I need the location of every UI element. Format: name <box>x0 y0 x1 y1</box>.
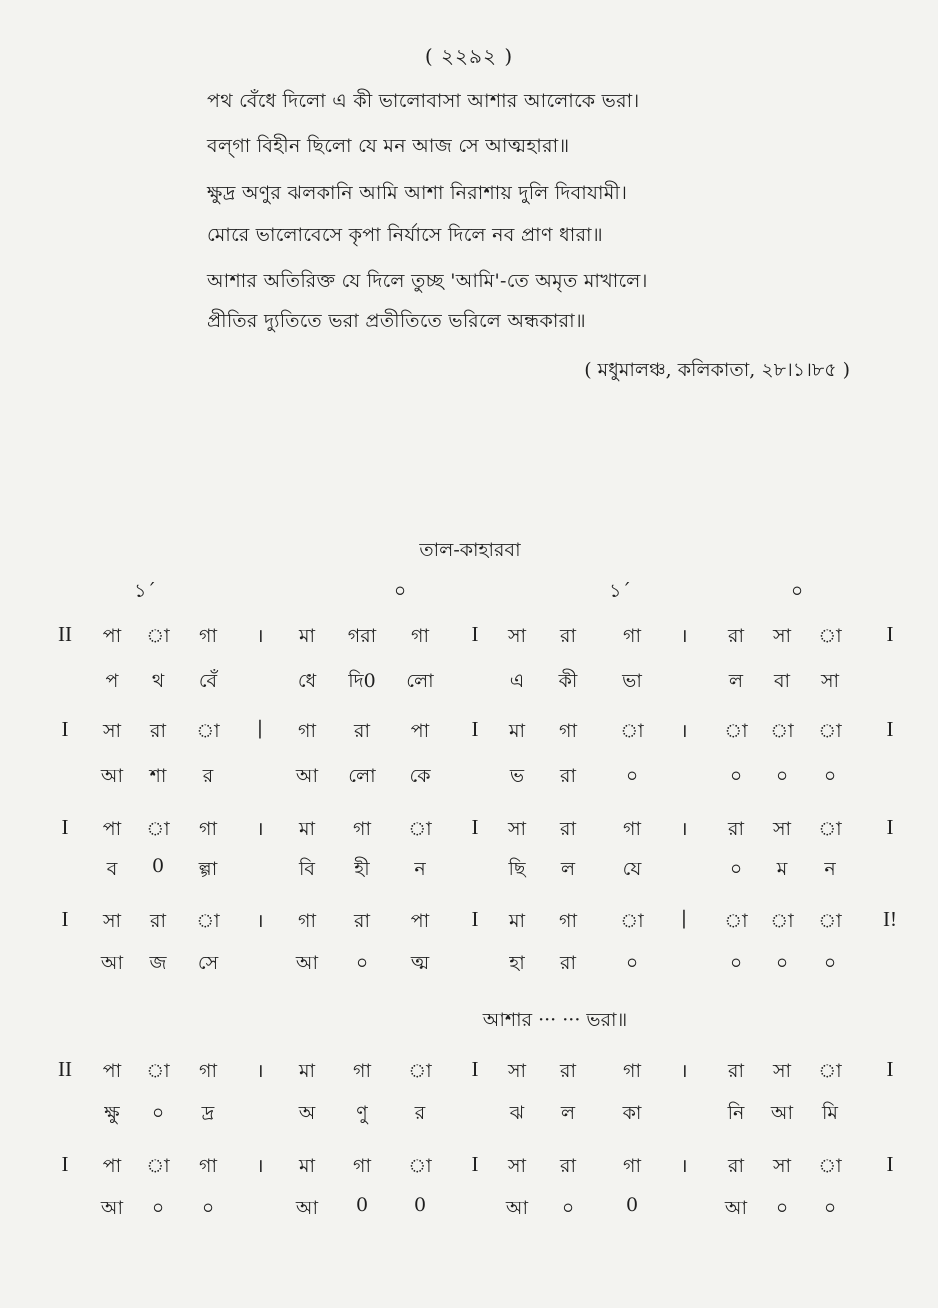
swara-note: া <box>724 910 748 932</box>
lyric-line-2: বল্‌গা বিহীন ছিলো যে মন আজ সে আত্মহারা॥ <box>207 135 570 157</box>
swara-note: রা <box>728 1155 744 1177</box>
swara-note: মা <box>508 910 526 932</box>
beat-divider: । <box>680 1155 688 1177</box>
source-credit: ( মধুমালঞ্চ, কলিকাতা, ২৮।১।৮৫ ) <box>584 359 850 381</box>
beat-marker: ১´ <box>609 580 631 602</box>
swara-note: গা <box>623 1060 641 1082</box>
beat-marker: ০ <box>790 580 804 602</box>
bar-line: I <box>886 1057 894 1081</box>
swara-note: সা <box>102 720 122 742</box>
lyric-syllable: আ <box>505 1197 529 1219</box>
swara-note: পা <box>102 625 122 647</box>
lyric-syllable: ০ <box>561 1197 575 1219</box>
lyric-line-3: ক্ষুদ্র অণুর ঝলকানি আমি আশা নিরাশায় দুলি দিবাযামী। <box>207 182 628 204</box>
lyric-syllable: কা <box>622 1102 642 1124</box>
lyric-syllable: দি0 <box>348 670 376 692</box>
swara-note: মা <box>508 720 526 742</box>
swara-note: সা <box>507 818 527 840</box>
lyric-syllable: শা <box>149 765 167 787</box>
swara-note: া <box>818 910 842 932</box>
beat-divider: । <box>680 625 688 647</box>
beat-divider: | <box>256 717 264 739</box>
lyric-syllable: ব <box>106 858 118 880</box>
swara-note: া <box>620 910 644 932</box>
lyric-syllable: সে <box>197 952 219 974</box>
swara-note: া <box>196 720 220 742</box>
lyric-syllable: ০ <box>775 952 789 974</box>
bar-line: I <box>886 815 894 839</box>
swara-note: রা <box>560 1155 576 1177</box>
swara-note: া <box>146 818 170 840</box>
bar-line: II <box>58 622 72 646</box>
bar-line: I <box>471 815 479 839</box>
swara-note: পা <box>102 818 122 840</box>
beat-divider: । <box>256 818 264 840</box>
lyric-syllable: ০ <box>625 952 639 974</box>
lyric-syllable: ০ <box>729 765 743 787</box>
swara-note: সা <box>507 1060 527 1082</box>
lyric-syllable: ০ <box>823 1197 837 1219</box>
lyric-syllable: র <box>202 765 214 787</box>
lyric-syllable: আ <box>100 1197 124 1219</box>
lyric-syllable: আ <box>770 1102 794 1124</box>
lyric-syllable: ছি <box>508 858 526 880</box>
swara-note: া <box>818 720 842 742</box>
bar-line: I <box>61 1152 69 1176</box>
swara-note: া <box>146 1155 170 1177</box>
lyric-syllable: আ <box>100 765 124 787</box>
lyric-syllable: 0 <box>625 1194 639 1216</box>
swara-note: রা <box>728 625 744 647</box>
lyric-syllable: ল <box>560 858 576 880</box>
beat-divider: । <box>256 1155 264 1177</box>
swara-note: গা <box>199 1155 217 1177</box>
swara-note: া <box>146 625 170 647</box>
swara-note: রা <box>560 818 576 840</box>
lyric-syllable: ০ <box>625 765 639 787</box>
swara-note: া <box>724 720 748 742</box>
lyric-syllable: ০ <box>775 765 789 787</box>
swara-note: গা <box>623 818 641 840</box>
bar-line: I <box>61 815 69 839</box>
swara-note: গা <box>353 818 371 840</box>
swara-note: রা <box>560 625 576 647</box>
swara-note: া <box>818 1060 842 1082</box>
swara-note: মা <box>298 818 316 840</box>
lyric-syllable: বা <box>773 670 791 692</box>
bar-line: I <box>886 717 894 741</box>
lyric-syllable: আ <box>295 952 319 974</box>
lyric-line-6: প্রীতির দ্যুতিতে ভরা প্রতীতিতে ভরিলে অন্ধকারা॥ <box>207 310 586 332</box>
lyric-syllable: বেঁ <box>198 670 218 692</box>
lyric-line-1: পথ বেঁধে দিলো এ কী ভালোবাসা আশার আলোকে ভরা। <box>207 90 640 112</box>
lyric-syllable: ০ <box>823 952 837 974</box>
lyric-syllable: লো <box>348 765 376 787</box>
lyric-syllable: ধে <box>297 670 317 692</box>
lyric-syllable: এ <box>509 670 525 692</box>
beat-divider: । <box>256 910 264 932</box>
lyric-syllable: হা <box>509 952 525 974</box>
lyric-syllable: ক্ষু <box>104 1102 120 1124</box>
swara-note: রা <box>150 720 166 742</box>
bar-line: II <box>58 1057 72 1081</box>
swara-note: গরা <box>347 625 377 647</box>
lyric-syllable: ০ <box>775 1197 789 1219</box>
swara-note: পা <box>410 910 430 932</box>
bar-line: I <box>471 622 479 646</box>
swara-note: গা <box>623 625 641 647</box>
beat-divider: | <box>680 907 688 929</box>
swara-note: গা <box>199 818 217 840</box>
lyric-syllable: ল <box>560 1102 576 1124</box>
swara-note: গা <box>199 1060 217 1082</box>
swara-note: গা <box>298 720 316 742</box>
lyric-syllable: আ <box>295 1197 319 1219</box>
lyric-syllable: হী <box>354 858 370 880</box>
swara-note: রা <box>728 818 744 840</box>
lyric-line-5: আশার অতিরিক্ত যে দিলে তুচ্ছ 'আমি'-তে অমৃত মাখালে। <box>207 270 648 292</box>
swara-note: সা <box>507 1155 527 1177</box>
bar-line: I <box>886 1152 894 1176</box>
swara-note: গা <box>623 1155 641 1177</box>
lyric-syllable: ন <box>414 858 426 880</box>
swara-note: মা <box>298 625 316 647</box>
lyric-syllable: আ <box>295 765 319 787</box>
lyric-syllable: নি <box>727 1102 745 1124</box>
bar-line: I <box>471 1152 479 1176</box>
swara-note: া <box>818 1155 842 1177</box>
beat-divider: । <box>680 818 688 840</box>
swara-note: সা <box>772 625 792 647</box>
bar-line: I <box>61 907 69 931</box>
swara-note: গা <box>298 910 316 932</box>
refrain-marker: আশার ··· ··· ভরা॥ <box>482 1009 628 1031</box>
swara-note: া <box>408 1155 432 1177</box>
lyric-syllable: বি <box>298 858 315 880</box>
lyric-syllable: ০ <box>355 952 369 974</box>
tala-heading: তাল-কাহারবা <box>419 539 521 561</box>
bar-line: I! <box>883 907 897 931</box>
swara-note: সা <box>102 910 122 932</box>
lyric-syllable: 0 <box>151 855 165 877</box>
beat-divider: । <box>256 625 264 647</box>
lyric-syllable: ভা <box>622 670 642 692</box>
lyric-syllable: ০ <box>823 765 837 787</box>
lyric-syllable: কী <box>558 670 578 692</box>
lyric-syllable: 0 <box>413 1194 427 1216</box>
swara-note: রা <box>354 910 370 932</box>
bar-line: I <box>471 907 479 931</box>
swara-note: মা <box>298 1155 316 1177</box>
swara-note: মা <box>298 1060 316 1082</box>
swara-note: পা <box>410 720 430 742</box>
swara-note: সা <box>772 818 792 840</box>
swara-note: া <box>770 910 794 932</box>
lyric-syllable: ০ <box>729 952 743 974</box>
swara-note: রা <box>354 720 370 742</box>
swara-note: া <box>818 818 842 840</box>
lyric-syllable: মি <box>822 1102 838 1124</box>
swara-note: া <box>770 720 794 742</box>
lyric-syllable: আ <box>100 952 124 974</box>
swara-note: পা <box>102 1155 122 1177</box>
beat-divider: । <box>680 720 688 742</box>
lyric-syllable: অ <box>298 1102 316 1124</box>
swara-note: া <box>196 910 220 932</box>
lyric-syllable: দ্র <box>201 1102 215 1124</box>
swara-note: রা <box>728 1060 744 1082</box>
lyric-syllable: থ <box>151 670 165 692</box>
lyric-syllable: ০ <box>151 1197 165 1219</box>
swara-note: রা <box>150 910 166 932</box>
swara-note: া <box>408 818 432 840</box>
swara-note: সা <box>772 1060 792 1082</box>
swara-note: গা <box>411 625 429 647</box>
lyric-syllable: র <box>414 1102 426 1124</box>
swara-note: গা <box>199 625 217 647</box>
bar-line: I <box>886 622 894 646</box>
lyric-syllable: রা <box>560 952 576 974</box>
lyric-syllable: ভ <box>509 765 525 787</box>
beat-marker: ১´ <box>134 580 156 602</box>
lyric-syllable: যে <box>622 858 642 880</box>
page-number: ( ২২৯২ ) <box>424 44 514 68</box>
lyric-syllable: ন <box>824 858 836 880</box>
swara-note: গা <box>559 720 577 742</box>
lyric-line-4: মোরে ভালোবেসে কৃপা নির্যাসে দিলে নব প্রাণ ধারা॥ <box>207 224 603 246</box>
lyric-syllable: ণু <box>356 1102 368 1124</box>
swara-note: া <box>408 1060 432 1082</box>
lyric-syllable: 0 <box>355 1194 369 1216</box>
beat-divider: । <box>680 1060 688 1082</box>
lyric-syllable: লো <box>406 670 434 692</box>
lyric-syllable: ল <box>728 670 744 692</box>
swara-note: গা <box>353 1060 371 1082</box>
swara-note: গা <box>559 910 577 932</box>
swara-note: া <box>818 625 842 647</box>
lyric-syllable: ত্ম <box>410 952 430 974</box>
bar-line: I <box>61 717 69 741</box>
lyric-syllable: জ <box>149 952 167 974</box>
swara-note: পা <box>102 1060 122 1082</box>
swara-note: া <box>146 1060 170 1082</box>
lyric-syllable: ০ <box>151 1102 165 1124</box>
lyric-syllable: প <box>105 670 119 692</box>
lyric-syllable: ০ <box>729 858 743 880</box>
swara-note: সা <box>507 625 527 647</box>
lyric-syllable: রা <box>560 765 576 787</box>
swara-note: রা <box>560 1060 576 1082</box>
lyric-syllable: ল্গা <box>198 858 218 880</box>
lyric-syllable: আ <box>724 1197 748 1219</box>
swara-note: সা <box>772 1155 792 1177</box>
lyric-syllable: সা <box>820 670 840 692</box>
beat-marker: ০ <box>393 580 407 602</box>
lyric-syllable: ম <box>776 858 788 880</box>
bar-line: I <box>471 717 479 741</box>
beat-divider: । <box>256 1060 264 1082</box>
lyric-syllable: ০ <box>201 1197 215 1219</box>
swara-note: া <box>620 720 644 742</box>
swara-note: গা <box>353 1155 371 1177</box>
bar-line: I <box>471 1057 479 1081</box>
lyric-syllable: কে <box>409 765 431 787</box>
lyric-syllable: ঝ <box>509 1102 525 1124</box>
